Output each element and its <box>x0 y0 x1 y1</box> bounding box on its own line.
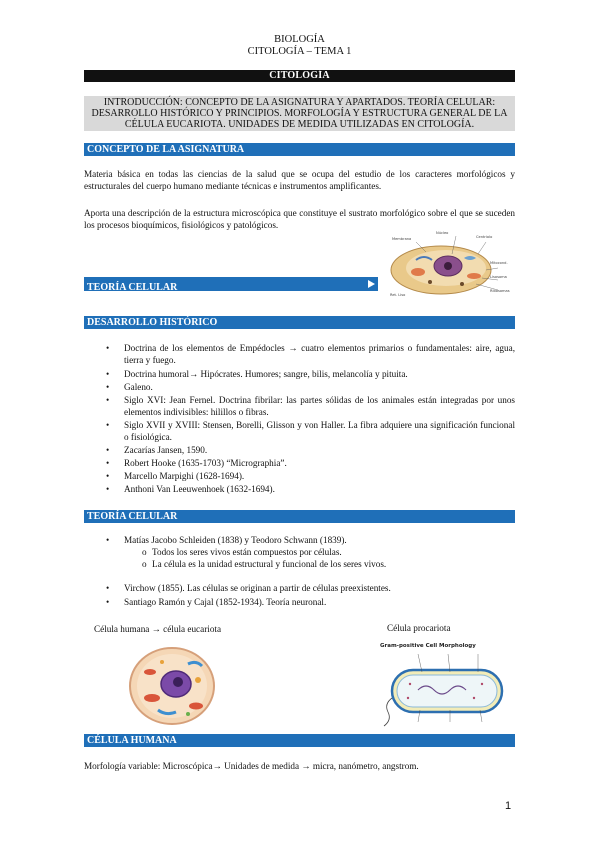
title-bar: CITOLOGÍA <box>84 70 515 82</box>
intro-box: INTRODUCCIÓN: CONCEPTO DE LA ASIGNATURA Y APARTADOS. TEORÍA CELULAR: DESARROLLO HISTÓRICO Y PRINCIPIOS. MORFOLOGÍA Y ESTRUCTURA GENERAL DE LA CÉLULA EUCARIOTA. UNIDADES DE MEDIDA UTILIZADAS EN CITOLOGÍA. <box>84 96 515 131</box>
list-item: • Doctrina humoral→ Hipócrates. Humores; sangre, bilis, melancolía y pituita. <box>106 369 408 379</box>
header-subject: BIOLOGÍA <box>274 34 325 45</box>
svg-text:Mitocond.: Mitocond. <box>490 261 508 265</box>
desarrollo-list <box>106 342 515 495</box>
prokaryote-diagram <box>378 640 518 732</box>
heading-concepto: CONCEPTO DE LA ASIGNATURA <box>84 143 515 156</box>
teoria-celular-arrow-bar <box>84 277 378 291</box>
celula-paragraph: Morfología variable: Microscópica→ Unidades de medida → micra, nanómetro, angstrom. <box>84 761 419 771</box>
teoria-list <box>106 534 515 608</box>
svg-text:Lisosoma: Lisosoma <box>490 275 507 279</box>
list-item: • Virchow (1855). Las células se originan a partir de células preexistentes. <box>106 583 391 593</box>
svg-text:Núcleo: Núcleo <box>436 231 449 235</box>
arrow-right-icon <box>368 280 375 288</box>
list-sub-item: o Todos los seres vivos están compuestos por células. <box>142 547 342 557</box>
list-item: • Santiago Ramón y Cajal (1852-1934). Teoría neuronal. <box>106 597 327 607</box>
list-item: • Siglo XVI: Jean Fernel. Doctrina fibrilar: las partes sólidas de los animales están integradas por unos elementos indivisibles: hilillos o fibras. <box>106 395 515 417</box>
svg-text:Membrana: Membrana <box>392 237 412 241</box>
prokaryote-caption: Célula procariota <box>387 623 451 633</box>
list-sub-item: o La célula es la unidad estructural y funcional de los seres vivos. <box>142 559 387 569</box>
svg-text:Ret. Liso: Ret. Liso <box>390 293 406 297</box>
list-item: • Marcello Marpighi (1628-1694). <box>106 471 245 481</box>
heading-celula-humana: CÉLULA HUMANA <box>84 734 515 747</box>
prokaryote-diagram-title: Gram-positive Cell Morphology <box>380 643 476 649</box>
list-item: • Zacarías Jansen, 1590. <box>106 445 208 455</box>
concepto-paragraph-1: Materia básica en todas las ciencias de la salud que se ocupa del estudio de los caracteres morfológicos y estructurales del cuerpo humano mediante técnicas e instrumentos amplificantes. <box>84 169 515 191</box>
svg-text:Centriolo: Centriolo <box>476 235 493 239</box>
page-number: 1 <box>505 800 512 812</box>
header-topic: CITOLOGÍA – TEMA 1 <box>247 46 352 57</box>
list-item: • Matías Jacobo Schleiden (1838) y Teodoro Schwann (1839). <box>106 535 347 545</box>
heading-teoria-celular: TEORÍA CELULAR <box>84 510 515 523</box>
human-cell-image <box>122 640 222 732</box>
human-cell-caption: Célula humana → célula eucariota <box>94 624 222 634</box>
list-item: • Anthoni Van Leeuwenhoek (1632-1694). <box>106 484 275 494</box>
teoria-celular-arrow-label: TEORÍA CELULAR <box>87 282 178 293</box>
list-item: • Robert Hooke (1635-1703) “Micrographia”. <box>106 458 287 468</box>
eukaryotic-cell-diagram <box>386 228 516 300</box>
svg-text:Ribosomas: Ribosomas <box>490 289 510 293</box>
list-item: • Galeno. <box>106 382 153 392</box>
list-item: • Siglo XVII y XVIII: Stensen, Borelli, Glisson y von Haller. La fibra adquiere una significación funcional o fisiológica. <box>106 420 515 442</box>
list-item: • Doctrina de los elementos de Empédocles → cuatro elementos primarios o fundamentales: aire, agua, tierra y fuego. <box>106 343 515 365</box>
heading-desarrollo: DESARROLLO HISTÓRICO <box>84 316 515 329</box>
concepto-paragraph-2: Aporta una descripción de la estructura microscópica que constituye el sustrato morfológico sobre el que se suceden los procesos bioquímicos, fisiológicos y patológicos. <box>84 208 515 230</box>
